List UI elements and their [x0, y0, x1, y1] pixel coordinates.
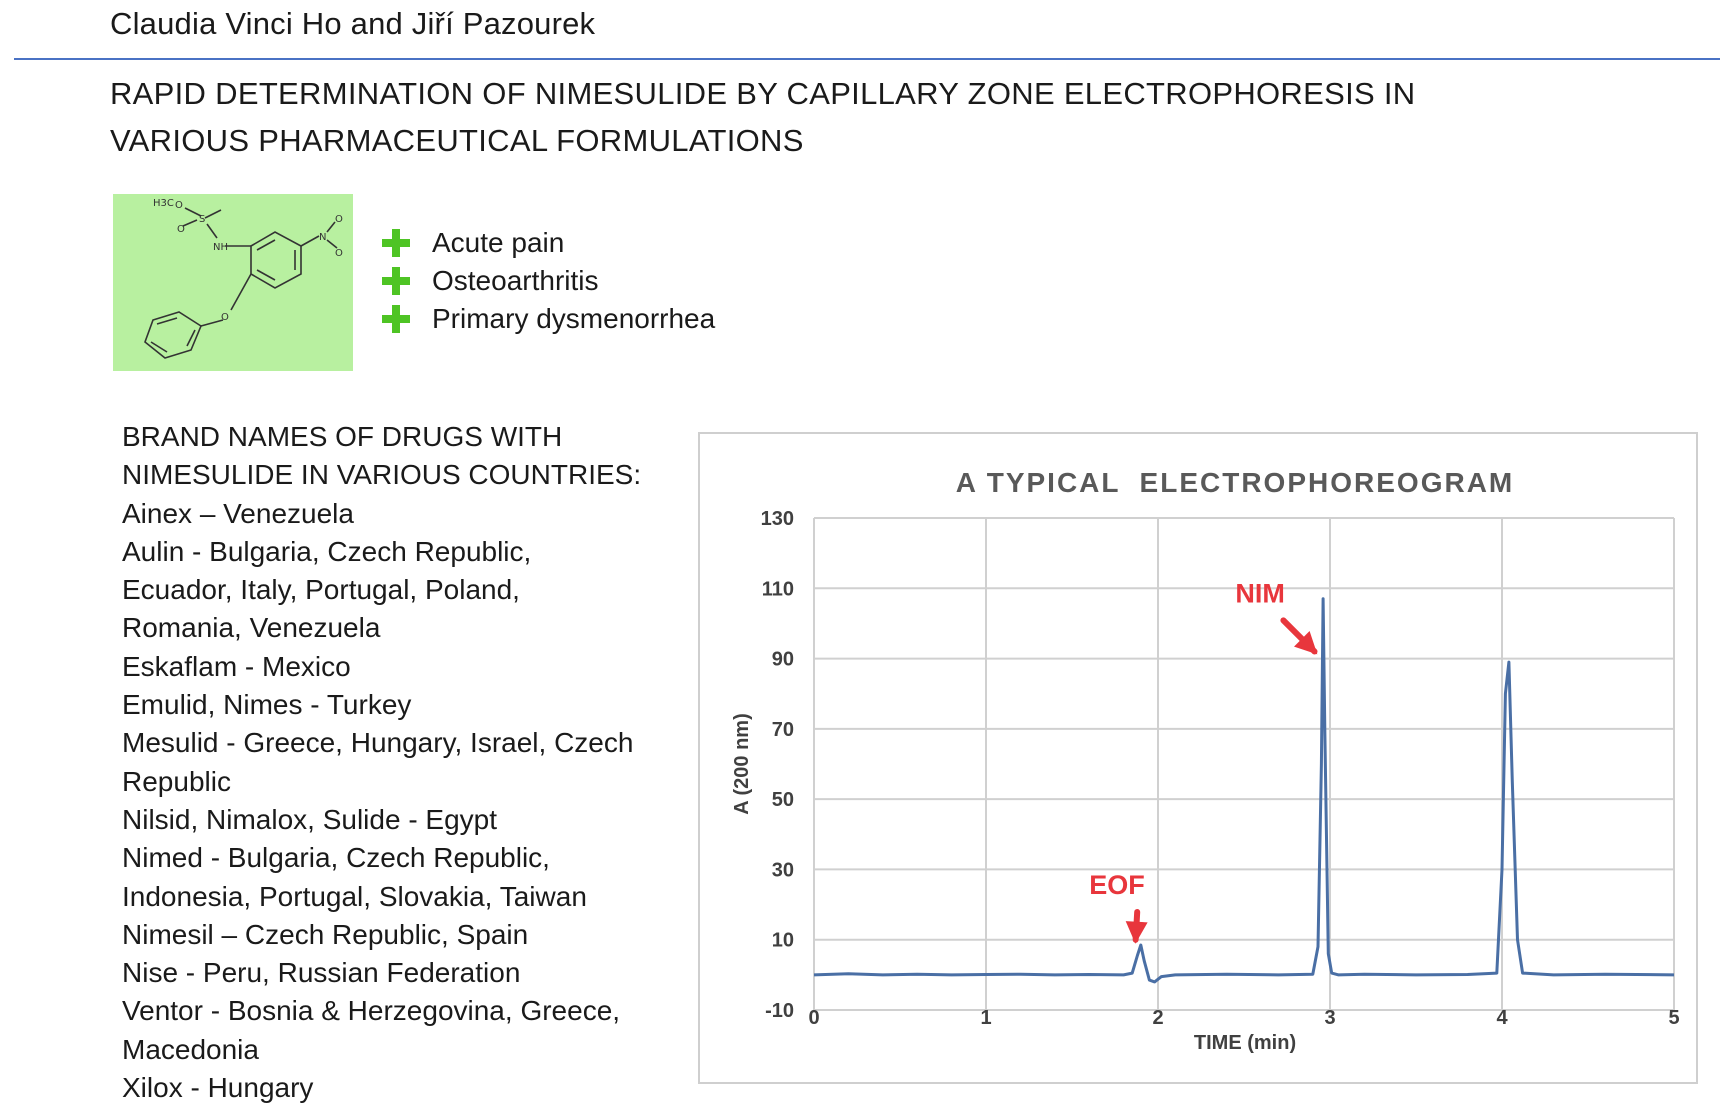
atom-label: H3C — [153, 198, 174, 209]
brand-line: Ventor - Bosnia & Herzegovina, Greece, — [122, 995, 621, 1027]
title-line-1: RAPID DETERMINATION OF NIMESULIDE BY CAPILLARY ZONE ELECTROPHORESIS IN — [110, 76, 1416, 111]
x-axis-label: TIME (min) — [1193, 1032, 1297, 1054]
atom-label: N — [319, 232, 327, 243]
authors: Claudia Vinci Ho and Jiří Pazourek — [110, 6, 596, 41]
nimesulide-structure-icon — [113, 194, 353, 371]
brand-line: Nimed - Bulgaria, Czech Republic, — [122, 842, 550, 874]
brand-line: Nimesil – Czech Republic, Spain — [122, 918, 529, 950]
list-item — [382, 224, 715, 262]
brand-line: Romania, Venezuela — [122, 612, 381, 644]
brand-line: Nise - Peru, Russian Federation — [122, 957, 521, 989]
y-tick-label: 30 — [771, 859, 794, 882]
brand-line: Emulid, Nimes - Turkey — [122, 689, 412, 721]
atom-label: S — [199, 214, 206, 225]
brand-lines — [122, 495, 682, 1108]
list-item — [382, 300, 715, 338]
atom-label: O — [221, 312, 229, 323]
brand-line: Macedonia — [122, 1033, 259, 1065]
atom-label: O — [335, 214, 343, 225]
y-axis-label: A (200 nm) — [731, 713, 753, 815]
indications-list — [382, 224, 715, 338]
plus-icon — [382, 267, 410, 295]
brand-line: Aulin - Bulgaria, Czech Republic, — [122, 535, 532, 567]
brand-line: Eskaflam - Mexico — [122, 650, 351, 682]
x-tick-label: 4 — [1496, 1007, 1508, 1029]
y-tick-label: 10 — [771, 929, 794, 952]
x-tick-label: 0 — [808, 1007, 820, 1029]
x-tick-label: 2 — [1152, 1007, 1164, 1029]
chart-svg — [700, 434, 1696, 1082]
brand-line: Ainex – Venezuela — [122, 497, 354, 529]
plus-icon — [382, 305, 410, 333]
atom-label: O — [177, 224, 185, 235]
brand-names-section — [122, 418, 682, 1107]
atom-label: O — [335, 248, 343, 259]
title-line-2: VARIOUS PHARMACEUTICAL FORMULATIONS — [110, 123, 804, 158]
page-title — [110, 70, 1415, 164]
plus-icon — [382, 229, 410, 257]
brand-line: Xilox - Hungary — [122, 1072, 314, 1104]
x-tick-label: 5 — [1668, 1007, 1680, 1029]
indication-label: Acute pain — [432, 227, 565, 258]
y-tick-label: 90 — [771, 648, 794, 671]
brands-heading-line: BRAND NAMES OF DRUGS WITH — [122, 421, 563, 452]
series-line — [814, 599, 1674, 982]
indication-label: Osteoarthritis — [432, 265, 599, 296]
brand-line: Ecuador, Italy, Portugal, Poland, — [122, 574, 520, 606]
y-tick-label: 130 — [760, 508, 794, 530]
brands-heading-line: NIMESULIDE IN VARIOUS COUNTRIES: — [122, 459, 642, 491]
brand-line: Republic — [122, 765, 231, 797]
molecule-panel — [113, 194, 353, 371]
list-item — [382, 262, 715, 300]
peak-annotation-label: NIM — [1235, 578, 1285, 609]
y-tick-label: 50 — [771, 789, 794, 812]
electrophoreogram-chart — [698, 432, 1698, 1084]
chart-title: A TYPICAL ELECTROPHOREOGRAM — [955, 467, 1515, 498]
brand-line: Mesulid - Greece, Hungary, Israel, Czech — [122, 727, 634, 759]
header-divider — [14, 58, 1720, 60]
brand-line: Nilsid, Nimalox, Sulide - Egypt — [122, 803, 498, 835]
peak-annotation-label: EOF — [1089, 870, 1145, 901]
y-tick-label: 70 — [771, 718, 794, 741]
brand-line: Indonesia, Portugal, Slovakia, Taiwan — [122, 880, 587, 912]
indication-label: Primary dysmenorrhea — [432, 303, 716, 334]
atom-label: NH — [213, 242, 228, 253]
y-tick-label: 110 — [761, 578, 794, 601]
x-tick-label: 1 — [980, 1007, 992, 1029]
x-tick-label: 3 — [1324, 1007, 1336, 1029]
y-tick-label: -10 — [765, 1000, 794, 1022]
atom-label: O — [175, 200, 183, 211]
